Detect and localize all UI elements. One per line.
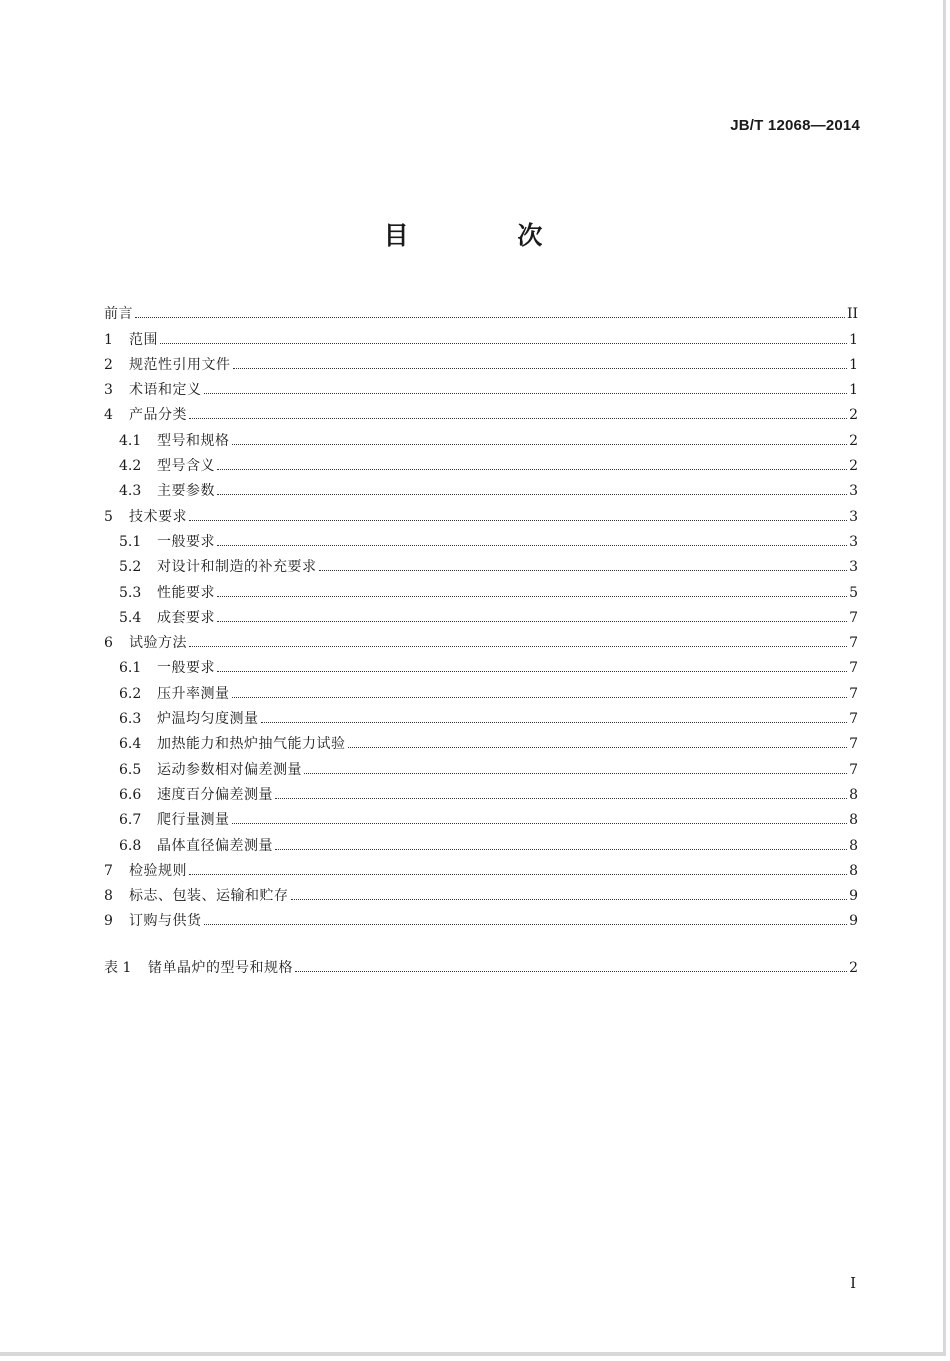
dot-leader <box>295 971 847 972</box>
entry-label: 锗单晶炉的型号和规格 <box>148 960 293 977</box>
entry-page-number: 1 <box>849 331 858 348</box>
entry-number: 6.8 <box>119 837 142 854</box>
entry-number: 8 <box>104 888 113 905</box>
dot-leader <box>233 368 848 369</box>
entry-number: 6.4 <box>119 736 142 753</box>
entry-number: 6.7 <box>119 812 142 829</box>
entry-number: 5.4 <box>119 609 142 626</box>
toc-entry[interactable] <box>104 500 858 525</box>
dot-leader <box>189 520 847 521</box>
entry-label: 术语和定义 <box>129 382 202 399</box>
entry-page-number: 3 <box>849 533 858 550</box>
entry-label: 主要参数 <box>157 483 215 500</box>
entry-label: 加热能力和热炉抽气能力试验 <box>157 736 346 753</box>
entry-number: 6.3 <box>119 711 142 728</box>
entry-label: 一般要求 <box>157 660 215 677</box>
entry-page-number: 3 <box>849 508 858 525</box>
entry-page-number: 5 <box>849 584 858 601</box>
entry-number: 7 <box>104 862 113 879</box>
dot-leader <box>217 671 847 672</box>
entry-page-number: 9 <box>849 888 858 905</box>
entry-number: 9 <box>104 913 113 930</box>
entry-page-number: 1 <box>849 356 858 373</box>
entry-page-number: 2 <box>849 458 858 475</box>
entry-page-number: 3 <box>849 559 858 576</box>
entry-label: 型号含义 <box>157 458 215 475</box>
toc-entry[interactable] <box>104 399 858 424</box>
dot-leader <box>204 924 848 925</box>
toc-entry[interactable] <box>104 526 858 551</box>
entry-page-number: 3 <box>849 483 858 500</box>
entry-page-number: 7 <box>849 609 858 626</box>
entry-number: 6.6 <box>119 786 142 803</box>
entry-number: 2 <box>104 356 113 373</box>
toc-entry[interactable] <box>104 779 858 804</box>
toc-entry[interactable] <box>104 753 858 778</box>
toc-entry[interactable] <box>104 728 858 753</box>
dot-leader <box>189 646 847 647</box>
entry-number: 5.3 <box>119 584 142 601</box>
entry-page-number: 8 <box>849 812 858 829</box>
entry-number: 表 1 <box>104 960 132 977</box>
entry-number: 4.1 <box>119 432 142 449</box>
entry-number: 1 <box>104 331 113 348</box>
entry-label: 成套要求 <box>157 609 215 626</box>
entry-number: 6 <box>104 635 113 652</box>
dot-leader <box>261 722 848 723</box>
standard-code: JB/T 12068—2014 <box>730 117 860 134</box>
entry-label: 标志、包装、运输和贮存 <box>129 888 289 905</box>
dot-leader <box>275 798 847 799</box>
entry-page-number: 2 <box>849 432 858 449</box>
toc-entry[interactable] <box>104 323 858 348</box>
toc-entry[interactable] <box>104 349 858 374</box>
toc-entry[interactable] <box>104 855 858 880</box>
toc-entry[interactable] <box>104 703 858 728</box>
toc-entry[interactable] <box>104 602 858 627</box>
page-number: I <box>850 1274 856 1292</box>
entry-label: 前言 <box>104 306 133 323</box>
entry-number: 6.5 <box>119 761 142 778</box>
toc-entry[interactable] <box>104 475 858 500</box>
dot-leader <box>160 343 847 344</box>
dot-leader <box>232 823 848 824</box>
entry-label: 规范性引用文件 <box>129 356 231 373</box>
entry-page-number: II <box>846 306 858 323</box>
entry-label: 爬行量测量 <box>157 812 230 829</box>
dot-leader <box>217 469 847 470</box>
entry-number: 3 <box>104 382 113 399</box>
toc-entry[interactable] <box>104 829 858 854</box>
entry-page-number: 7 <box>849 761 858 778</box>
toc-entry[interactable] <box>104 880 858 905</box>
entry-label: 型号和规格 <box>157 432 230 449</box>
entry-page-number: 2 <box>849 960 858 977</box>
table-entry[interactable] <box>104 952 858 977</box>
toc-entry[interactable] <box>104 905 858 930</box>
entry-page-number: 7 <box>849 660 858 677</box>
list-of-tables <box>104 952 858 977</box>
entry-number: 6.1 <box>119 660 142 677</box>
toc-entry[interactable] <box>104 576 858 601</box>
entry-number: 5.2 <box>119 559 142 576</box>
toc-entry[interactable] <box>104 804 858 829</box>
dot-leader <box>217 621 847 622</box>
toc-entry[interactable] <box>104 374 858 399</box>
entry-label: 运动参数相对偏差测量 <box>157 761 302 778</box>
toc-title: 目 次 <box>383 221 593 250</box>
toc-entry[interactable] <box>104 677 858 702</box>
entry-label: 产品分类 <box>129 407 187 424</box>
toc-entry[interactable] <box>104 627 858 652</box>
dot-leader <box>217 545 847 546</box>
dot-leader <box>348 747 848 748</box>
toc-entry[interactable] <box>104 652 858 677</box>
toc-entry[interactable] <box>104 551 858 576</box>
entry-number: 5.1 <box>119 533 142 550</box>
dot-leader <box>232 697 848 698</box>
table-of-contents <box>104 298 858 930</box>
entry-page-number: 8 <box>849 862 858 879</box>
entry-page-number: 7 <box>849 736 858 753</box>
dot-leader <box>319 570 848 571</box>
entry-page-number: 8 <box>849 837 858 854</box>
toc-entry[interactable] <box>104 450 858 475</box>
dot-leader <box>291 899 848 900</box>
dot-leader <box>204 393 848 394</box>
entry-page-number: 8 <box>849 786 858 803</box>
entry-label: 订购与供货 <box>129 913 202 930</box>
entry-page-number: 1 <box>849 382 858 399</box>
entry-label: 晶体直径偏差测量 <box>157 837 273 854</box>
dot-leader <box>135 317 845 318</box>
dot-leader <box>189 874 847 875</box>
entry-label: 性能要求 <box>157 584 215 601</box>
entry-label: 一般要求 <box>157 533 215 550</box>
dot-leader <box>304 773 847 774</box>
dot-leader <box>275 849 847 850</box>
dot-leader <box>232 444 848 445</box>
entry-page-number: 2 <box>849 407 858 424</box>
dot-leader <box>189 418 847 419</box>
entry-page-number: 7 <box>849 635 858 652</box>
entry-number: 4 <box>104 407 113 424</box>
entry-label: 速度百分偏差测量 <box>157 786 273 803</box>
entry-number: 4.3 <box>119 483 142 500</box>
entry-label: 对设计和制造的补充要求 <box>157 559 317 576</box>
entry-label: 试验方法 <box>129 635 187 652</box>
entry-label: 技术要求 <box>129 508 187 525</box>
entry-label: 炉温均匀度测量 <box>157 711 259 728</box>
entry-label: 检验规则 <box>129 862 187 879</box>
dot-leader <box>217 596 847 597</box>
toc-entry[interactable] <box>104 298 858 323</box>
entry-page-number: 9 <box>849 913 858 930</box>
entry-page-number: 7 <box>849 711 858 728</box>
dot-leader <box>217 494 847 495</box>
entry-label: 范围 <box>129 331 158 348</box>
entry-page-number: 7 <box>849 685 858 702</box>
toc-entry[interactable] <box>104 424 858 449</box>
entry-number: 6.2 <box>119 685 142 702</box>
entry-label: 压升率测量 <box>157 685 230 702</box>
entry-number: 5 <box>104 508 113 525</box>
entry-number: 4.2 <box>119 458 142 475</box>
